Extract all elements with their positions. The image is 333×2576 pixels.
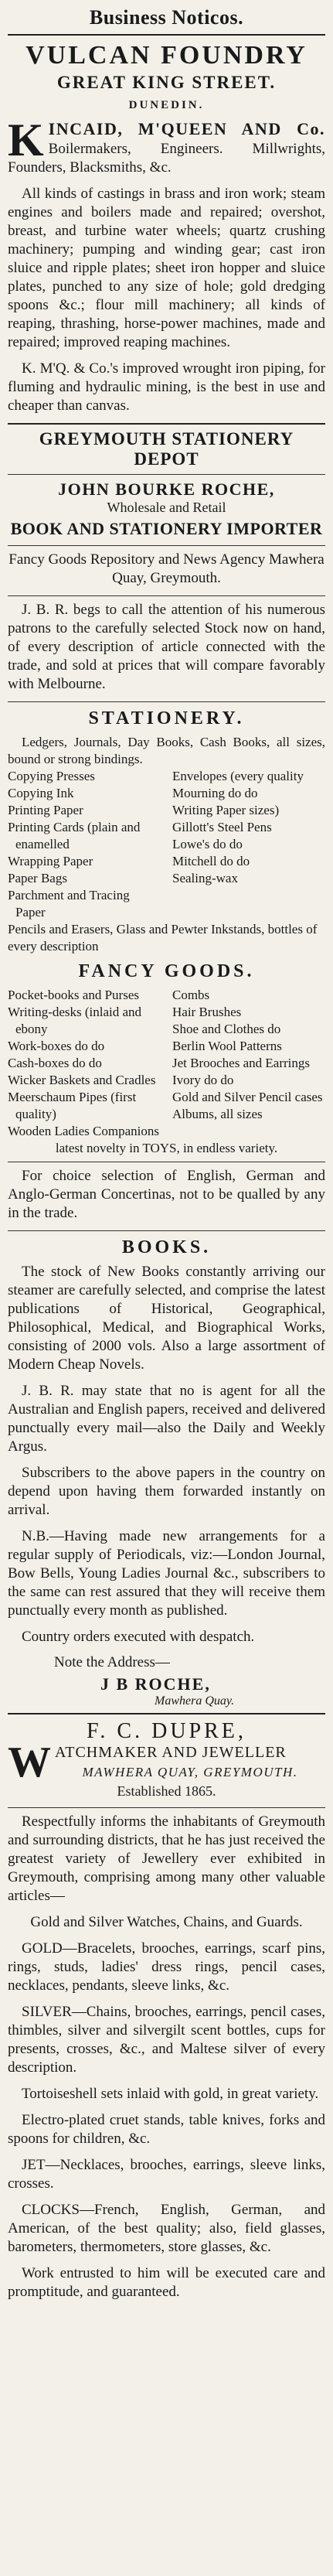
list-item: Lowe's do do	[172, 837, 243, 851]
list-item: Envelopes (every quality	[172, 769, 304, 783]
ad-paragraph: Subscribers to the above papers in the country on depend upon having them forwarded instantly on arrival.	[8, 1465, 325, 1518]
divider	[8, 595, 325, 596]
divider	[8, 701, 325, 702]
list-item: Copying Ink	[8, 786, 74, 800]
list-item: Cash-boxes do do	[8, 1056, 102, 1070]
trade: ATCHMAKER AND JEWELLER	[55, 1744, 287, 1761]
ad-paragraph: JET—Necklaces, brooches, earrings, sleeve links, crosses.	[8, 2157, 325, 2192]
signature: J B ROCHE,	[100, 1674, 211, 1694]
section-books: BOOKS.	[121, 1237, 212, 1257]
established: Established 1865.	[117, 1783, 216, 1799]
stationery-columns	[8, 768, 325, 921]
list-item: Parchment and Tracing Paper	[8, 888, 130, 920]
ad-paragraph: GOLD—Bracelets, brooches, earrings, scarf pins, rings, studs, ladies' dress rings, pencil cases, necklaces, pendants, sleeve links, &c.	[8, 1940, 325, 1994]
fancy-right	[172, 987, 325, 1140]
ad-paragraph: The stock of New Books constantly arriving our steamer are carefully selected, and comprise the latest publications of Historical, Geographical, Philosophical, Medical, and Biographical Works, consisting of 2000 vols. Also a large assortment of Modern Cheap Novels.	[8, 1264, 325, 1373]
ad-paragraph: K. M'Q. & Co.'s improved wrought iron piping, for fluming and hydraulic mining, is the best in use and cheaper than canvas.	[8, 360, 325, 414]
ad-paragraph: Electro-plated cruet stands, table knives, forks and spoons for children, &c.	[8, 2112, 325, 2147]
ad-paragraph: For choice selection of English, German and Anglo-German Concertinas, not to be qualled by any in the trade.	[8, 1168, 325, 1221]
ad-intro: Fancy Goods Repository and News Agency Mawhera Quay, Greymouth.	[8, 551, 325, 586]
firm-trades: Boilermakers, Engineers. Millwrights, Founders, Blacksmiths, &c.	[8, 141, 325, 176]
list-item: Printing Cards (plain and enamelled	[8, 820, 141, 851]
list-item: Combs	[172, 988, 210, 1002]
divider	[8, 474, 325, 475]
list-item: Ivory do do	[172, 1073, 234, 1087]
list-item: Mourning do do	[172, 786, 258, 800]
list-item: Pocket-books and Purses	[8, 988, 139, 1002]
ad-paragraph: N.B.—Having made new arrangements for a regular supply of Periodicals, viz:—London Journal, Bow Bells, Young Ladies Journal &c., subscribers to the same can rest assured that they will receive them punctually every month as published.	[8, 1528, 325, 1619]
list-item: Gold and Silver Pencil cases	[172, 1090, 323, 1104]
list-item: Wrapping Paper	[8, 854, 93, 868]
divider	[8, 1713, 325, 1714]
divider	[8, 423, 325, 425]
list-item: Gillott's Steel Pens	[172, 820, 272, 834]
fancy-left	[8, 987, 161, 1140]
ad-title: F. C. DUPRE,	[87, 1719, 246, 1743]
ad-paragraph: J. B. R. begs to call the attention of his numerous patrons to the carefully selected Stock now on hand, of every description of article connected with the trade, and sold at prices that will compare favorably with Melbourne.	[8, 602, 325, 692]
signature-address: Mawhera Quay.	[155, 1694, 235, 1708]
stationery-depot-ad	[8, 429, 325, 1708]
divider	[8, 1230, 325, 1231]
ad-paragraph: CLOCKS—French, English, German, and American, of the best quality; also, field glasses, barometers, thermometers, store glasses, &c.	[8, 2202, 325, 2255]
divider	[8, 545, 325, 546]
list-item: Jet Brooches and Earrings	[172, 1056, 310, 1070]
section-stationery: STATIONERY.	[88, 708, 245, 728]
list-item: Sealing-wax	[172, 871, 238, 885]
section-header: Business Noticos.	[89, 6, 244, 29]
vulcan-foundry-ad	[8, 40, 325, 415]
ad-paragraph: All kinds of castings in brass and iron work; steam engines and boilers made and repaired; overshot, breast, and turbine water wheels; quartz crushing machinery; pumping and winding gear; cast iron sluice and ripple plates; sheet iron hopper and sluice plates, punched to any size of hole; gold dredging spoons &c.; flour mill machinery; all kinds of reaping, thrashing, horse-power machines, made and repaired; improved reaping machines.	[8, 186, 325, 350]
divider	[8, 1807, 325, 1808]
firm-name: INCAID, M'QUEEN AND Co.	[48, 119, 325, 138]
drop-cap: K	[8, 114, 44, 165]
list-item: Copying Presses	[8, 769, 95, 783]
list-item: Hair Brushes	[172, 1005, 242, 1019]
list-item: Shoe and Clothes do	[172, 1022, 281, 1036]
list-item: Berlin Wool Patterns	[172, 1039, 282, 1053]
list-item: Paper Bags	[8, 871, 67, 885]
ad-subtitle: GREAT KING STREET.	[56, 73, 277, 92]
stationery-lead: Ledgers, Journals, Day Books, Cash Books, all sizes, bound or strong bindings.	[8, 735, 325, 766]
list-item: Albums, all sizes	[172, 1107, 263, 1121]
headline: BOOK AND STATIONERY IMPORTER	[10, 519, 323, 538]
list-item: Mitchell do do	[172, 854, 250, 868]
ad-paragraph: Country orders executed with despatch.	[22, 1629, 255, 1645]
list-item: Writing-desks (inlaid and ebony	[8, 1005, 142, 1036]
list-item: Meerschaum Pipes (first quality)	[8, 1090, 137, 1121]
ad-paragraph: SILVER—Chains, brooches, earrings, pencil cases, thimbles, silver and silvergilt scent bottles, cups for presents, crosses, &c., and Maltese silver of every description.	[8, 2004, 325, 2076]
ad-title: VULCAN FOUNDRY	[25, 41, 308, 70]
list-item: Printing Paper	[8, 803, 83, 817]
fancy-tail: latest novelty in TOYS, in endless variety.	[55, 1141, 278, 1155]
drop-cap: W	[8, 1738, 52, 1786]
ad-paragraph: Gold and Silver Watches, Chains, and Guards.	[30, 1914, 303, 1930]
owner-name: JOHN BOURKE ROCHE,	[58, 479, 275, 499]
stationery-right	[172, 768, 325, 921]
list-item: Work-boxes do do	[8, 1039, 105, 1053]
list-item: Wicker Baskets and Cradles	[8, 1073, 156, 1087]
fancy-columns	[8, 987, 325, 1140]
ad-intro	[8, 114, 325, 177]
ad-title: GREYMOUTH STATIONERY DEPOT	[39, 429, 294, 469]
address-note: Note the Address—	[54, 1654, 170, 1670]
dupre-ad	[8, 1719, 325, 2301]
owner-sub: Wholesale and Retail	[107, 500, 226, 515]
shop-address: MAWHERA QUAY, GREYMOUTH.	[82, 1765, 298, 1779]
list-item: Writing Paper sizes)	[172, 803, 280, 817]
stationery-left	[8, 768, 161, 921]
list-item: Wooden Ladies Companions	[8, 1124, 159, 1138]
ad-paragraph: Work entrusted to him will be executed care and promptitude, and guaranteed.	[8, 2265, 325, 2300]
ad-paragraph: Tortoiseshell sets inlaid with gold, in great variety.	[22, 2086, 319, 2102]
divider	[8, 34, 325, 36]
stationery-tail: Pencils and Erasers, Glass and Pewter Inkstands, bottles of every description	[8, 922, 318, 954]
ad-place: DUNEDIN.	[128, 99, 205, 111]
ad-paragraph: Respectfully informs the inhabitants of Greymouth and surrounding districts, that he has just received the greatest variety of Jewellery ever exhibited in Greymouth, comprising among many other valuable articles—	[8, 1813, 325, 1904]
section-fancy-goods: FANCY GOODS.	[78, 961, 255, 981]
ad-paragraph: J. B. R. may state that no is agent for all the Australian and English papers, received and delivered punctually every mail—also the Daily and Weekly Argus.	[8, 1383, 325, 1455]
